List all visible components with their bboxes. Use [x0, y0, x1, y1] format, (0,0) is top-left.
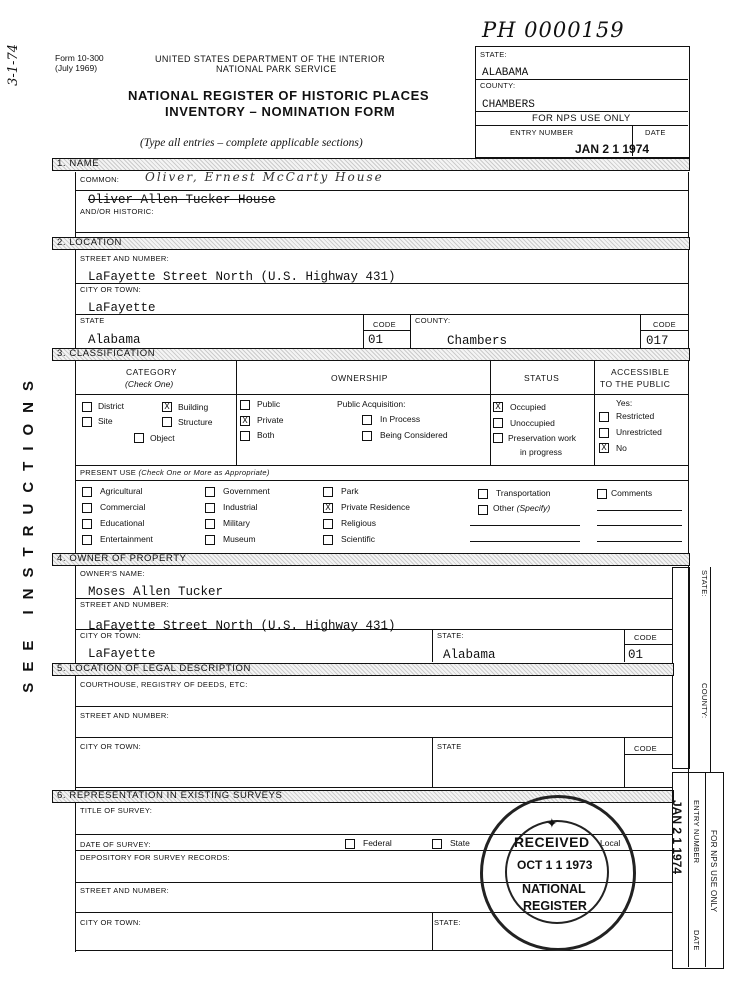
common-name-handwritten: Oliver, Ernest McCarty House — [145, 170, 384, 184]
survey-street-label: STREET AND NUMBER: — [80, 886, 170, 895]
other-checkbox[interactable] — [478, 505, 488, 515]
nps-state-value: ALABAMA — [482, 67, 529, 79]
accessible-header-2: TO THE PUBLIC — [600, 379, 671, 389]
form-id: Form 10-300 — [55, 53, 104, 63]
government-label: Government — [223, 486, 270, 496]
section-2-bar — [52, 237, 690, 250]
no-checkbox[interactable]: X — [599, 443, 609, 453]
location-state-value: Alabama — [88, 333, 141, 347]
historic-label: AND/OR HISTORIC: — [80, 207, 154, 216]
lower-date-label: DATE — [692, 930, 701, 951]
courthouse-label: COURTHOUSE, REGISTRY OF DEEDS, ETC: — [80, 680, 248, 689]
section-5-title: 5. LOCATION OF LEGAL DESCRIPTION — [57, 663, 251, 674]
building-label: Building — [178, 402, 209, 412]
legal-state-label: STATE — [437, 742, 462, 751]
location-state-label: STATE — [80, 316, 105, 325]
federal-label: Federal — [363, 838, 392, 848]
location-city-label: CITY OR TOWN: — [80, 285, 141, 294]
military-label: Military — [223, 518, 250, 528]
survey-title-label: TITLE OF SURVEY: — [80, 806, 153, 815]
present-use-label — [80, 468, 270, 477]
owner-state-value: Alabama — [443, 648, 496, 662]
educational-checkbox[interactable] — [82, 519, 92, 529]
location-street-value: LaFayette Street North (U.S. Highway 431) — [88, 270, 396, 284]
being-considered-checkbox[interactable] — [362, 431, 372, 441]
educational-label: Educational — [100, 518, 145, 528]
nps-state-label: STATE: — [480, 50, 507, 59]
building-checkbox[interactable]: X — [162, 402, 172, 412]
unrestricted-checkbox[interactable] — [599, 428, 609, 438]
location-county-value: Chambers — [447, 334, 508, 348]
park-label: Park — [341, 486, 359, 496]
instructions: (Type all entries – complete applicable sections) — [140, 137, 363, 149]
status-header: STATUS — [524, 373, 560, 383]
historic-name-value: Oliver-Allen-Tucker House — [88, 193, 276, 207]
right-margin-state-label: STATE: — [700, 570, 709, 597]
public-label: Public — [257, 399, 281, 409]
structure-checkbox[interactable] — [162, 417, 172, 427]
unrestricted-label: Unrestricted — [616, 427, 662, 437]
unoccupied-checkbox[interactable] — [493, 418, 503, 428]
being-considered-label: Being Considered — [380, 430, 448, 440]
in-process-label: In Process — [380, 414, 421, 424]
survey-date-label: DATE OF SURVEY: — [80, 840, 151, 849]
stamp-received: RECEIVED — [514, 834, 590, 850]
nps-use-only: FOR NPS USE ONLY — [532, 113, 631, 124]
location-county-label: COUNTY: — [415, 316, 451, 325]
scientific-label: Scientific — [341, 534, 376, 544]
comments-checkbox[interactable] — [597, 489, 607, 499]
restricted-checkbox[interactable] — [599, 412, 609, 422]
preservation-label: Preservation work — [508, 433, 577, 443]
occupied-checkbox[interactable]: X — [493, 402, 503, 412]
object-checkbox[interactable] — [134, 433, 144, 443]
owner-name-label: OWNER'S NAME: — [80, 569, 145, 578]
preservation-checkbox[interactable] — [493, 433, 503, 443]
both-checkbox[interactable] — [240, 431, 250, 441]
public-acquisition-label: Public Acquisition: — [337, 399, 406, 409]
state-survey-label: State — [450, 838, 470, 848]
entertainment-checkbox[interactable] — [82, 535, 92, 545]
present-use-title: PRESENT USE — [80, 468, 137, 477]
section-3-title: 3. CLASSIFICATION — [57, 348, 156, 359]
section-6-title: 6. REPRESENTATION IN EXISTING SURVEYS — [57, 790, 283, 801]
form-title-2: INVENTORY – NOMINATION FORM — [165, 104, 396, 119]
category-header: CATEGORY — [126, 367, 177, 377]
location-street-label: STREET AND NUMBER: — [80, 254, 170, 263]
nps-date-label: DATE — [645, 128, 666, 137]
location-state-code: 01 — [368, 333, 384, 347]
other-label — [493, 503, 550, 513]
structure-label: Structure — [178, 417, 213, 427]
legal-city-label: CITY OR TOWN: — [80, 742, 141, 751]
both-label: Both — [257, 430, 275, 440]
handwritten-reference-number: PH 0000159 — [482, 18, 625, 42]
federal-checkbox[interactable] — [345, 839, 355, 849]
military-checkbox[interactable] — [205, 519, 215, 529]
section-2-title: 2. LOCATION — [57, 237, 123, 248]
district-checkbox[interactable] — [82, 402, 92, 412]
agricultural-checkbox[interactable] — [82, 487, 92, 497]
scientific-checkbox[interactable] — [323, 535, 333, 545]
agency-line-1: UNITED STATES DEPARTMENT OF THE INTERIOR — [155, 54, 386, 64]
owner-street-label: STREET AND NUMBER: — [80, 600, 170, 609]
location-county-code: 017 — [646, 334, 669, 348]
owner-street-value: LaFayette Street North (U.S. Highway 431) — [88, 619, 396, 633]
lower-date-stamp: JAN 2 1 1974 — [670, 800, 684, 875]
park-checkbox[interactable] — [323, 487, 333, 497]
restricted-label: Restricted — [616, 411, 655, 421]
nps-date-value: JAN 2 1 1974 — [575, 142, 650, 156]
section-4-title: 4. OWNER OF PROPERTY — [57, 553, 187, 564]
depository-label: DEPOSITORY FOR SURVEY RECORDS: — [80, 853, 231, 862]
transportation-label: Transportation — [496, 488, 551, 498]
commercial-checkbox[interactable] — [82, 503, 92, 513]
stamp-line-2: REGISTER — [523, 899, 587, 913]
private-residence-checkbox[interactable]: X — [323, 503, 333, 513]
unoccupied-label: Unoccupied — [510, 418, 555, 428]
legal-street-label: STREET AND NUMBER: — [80, 711, 170, 720]
ownership-header: OWNERSHIP — [331, 373, 388, 383]
commercial-label: Commercial — [100, 502, 146, 512]
lower-entry-number-label: ENTRY NUMBER — [692, 800, 701, 864]
other-text: Other — [493, 503, 515, 513]
government-checkbox[interactable] — [205, 487, 215, 497]
location-city-value: LaFayette — [88, 301, 156, 315]
owner-city-value: LaFayette — [88, 647, 156, 661]
owner-state-label: STATE: — [437, 631, 464, 640]
form-title-1: NATIONAL REGISTER OF HISTORIC PLACES — [128, 88, 430, 103]
location-state-code-label: CODE — [373, 320, 396, 329]
private-residence-label: Private Residence — [341, 502, 410, 512]
private-label: Private — [257, 415, 284, 425]
common-label: COMMON: — [80, 175, 120, 184]
owner-code-label: CODE — [634, 633, 657, 642]
museum-checkbox[interactable] — [205, 535, 215, 545]
in-progress-label: in progress — [520, 447, 563, 457]
owner-city-label: CITY OR TOWN: — [80, 631, 141, 640]
section-1-title: 1. NAME — [57, 158, 100, 169]
museum-label: Museum — [223, 534, 256, 544]
other-specify: (Specify) — [516, 503, 551, 513]
private-checkbox[interactable]: X — [240, 416, 250, 426]
section-3-bar — [52, 348, 690, 361]
owner-code-value: 01 — [628, 648, 644, 662]
lower-nps-use-only: FOR NPS USE ONLY — [709, 830, 718, 913]
present-use-sub: (Check One or More as Appropriate) — [138, 468, 270, 477]
stamp-date: OCT 1 1 1973 — [517, 858, 593, 872]
religious-checkbox[interactable] — [323, 519, 333, 529]
section-5-bar — [52, 663, 674, 676]
object-label: Object — [150, 433, 175, 443]
nps-county-value: CHAMBERS — [482, 99, 535, 111]
nps-county-label: COUNTY: — [480, 81, 516, 90]
agricultural-label: Agricultural — [100, 486, 143, 496]
religious-label: Religious — [341, 518, 376, 528]
transportation-checkbox[interactable] — [478, 489, 488, 499]
location-county-code-label: CODE — [653, 320, 676, 329]
no-label: No — [616, 443, 627, 453]
comments-label: Comments — [611, 488, 653, 498]
agency-line-2: NATIONAL PARK SERVICE — [216, 64, 337, 74]
site-label: Site — [98, 416, 113, 426]
survey-state-label: STATE: — [434, 918, 461, 927]
district-label: District — [98, 401, 124, 411]
entertainment-label: Entertainment — [100, 534, 153, 544]
right-margin-county-label: COUNTY: — [700, 683, 709, 719]
owner-name-value: Moses Allen Tucker — [88, 585, 224, 599]
industrial-checkbox[interactable] — [205, 503, 215, 513]
industrial-label: Industrial — [223, 502, 258, 512]
survey-city-label: CITY OR TOWN: — [80, 918, 141, 927]
category-sub: (Check One) — [125, 379, 174, 389]
public-checkbox[interactable] — [240, 400, 250, 410]
section-4-bar — [52, 553, 690, 566]
see-instructions-side-text: SEE INSTRUCTIONS — [20, 370, 37, 693]
state-survey-checkbox[interactable] — [432, 839, 442, 849]
nps-entry-number-label: ENTRY NUMBER — [510, 128, 574, 137]
form-date: (July 1969) — [55, 63, 98, 73]
site-checkbox[interactable] — [82, 417, 92, 427]
stamp-star-icon: ✦ — [546, 815, 558, 831]
legal-code-label: CODE — [634, 744, 657, 753]
handwritten-margin-date: 3-1-74 — [6, 44, 21, 86]
stamp-line-1: NATIONAL — [522, 882, 586, 896]
occupied-label: Occupied — [510, 402, 546, 412]
in-process-checkbox[interactable] — [362, 415, 372, 425]
accessible-header-1: ACCESSIBLE — [611, 367, 670, 377]
yes-label: Yes: — [616, 398, 633, 408]
local-survey-label: Local — [600, 838, 621, 848]
